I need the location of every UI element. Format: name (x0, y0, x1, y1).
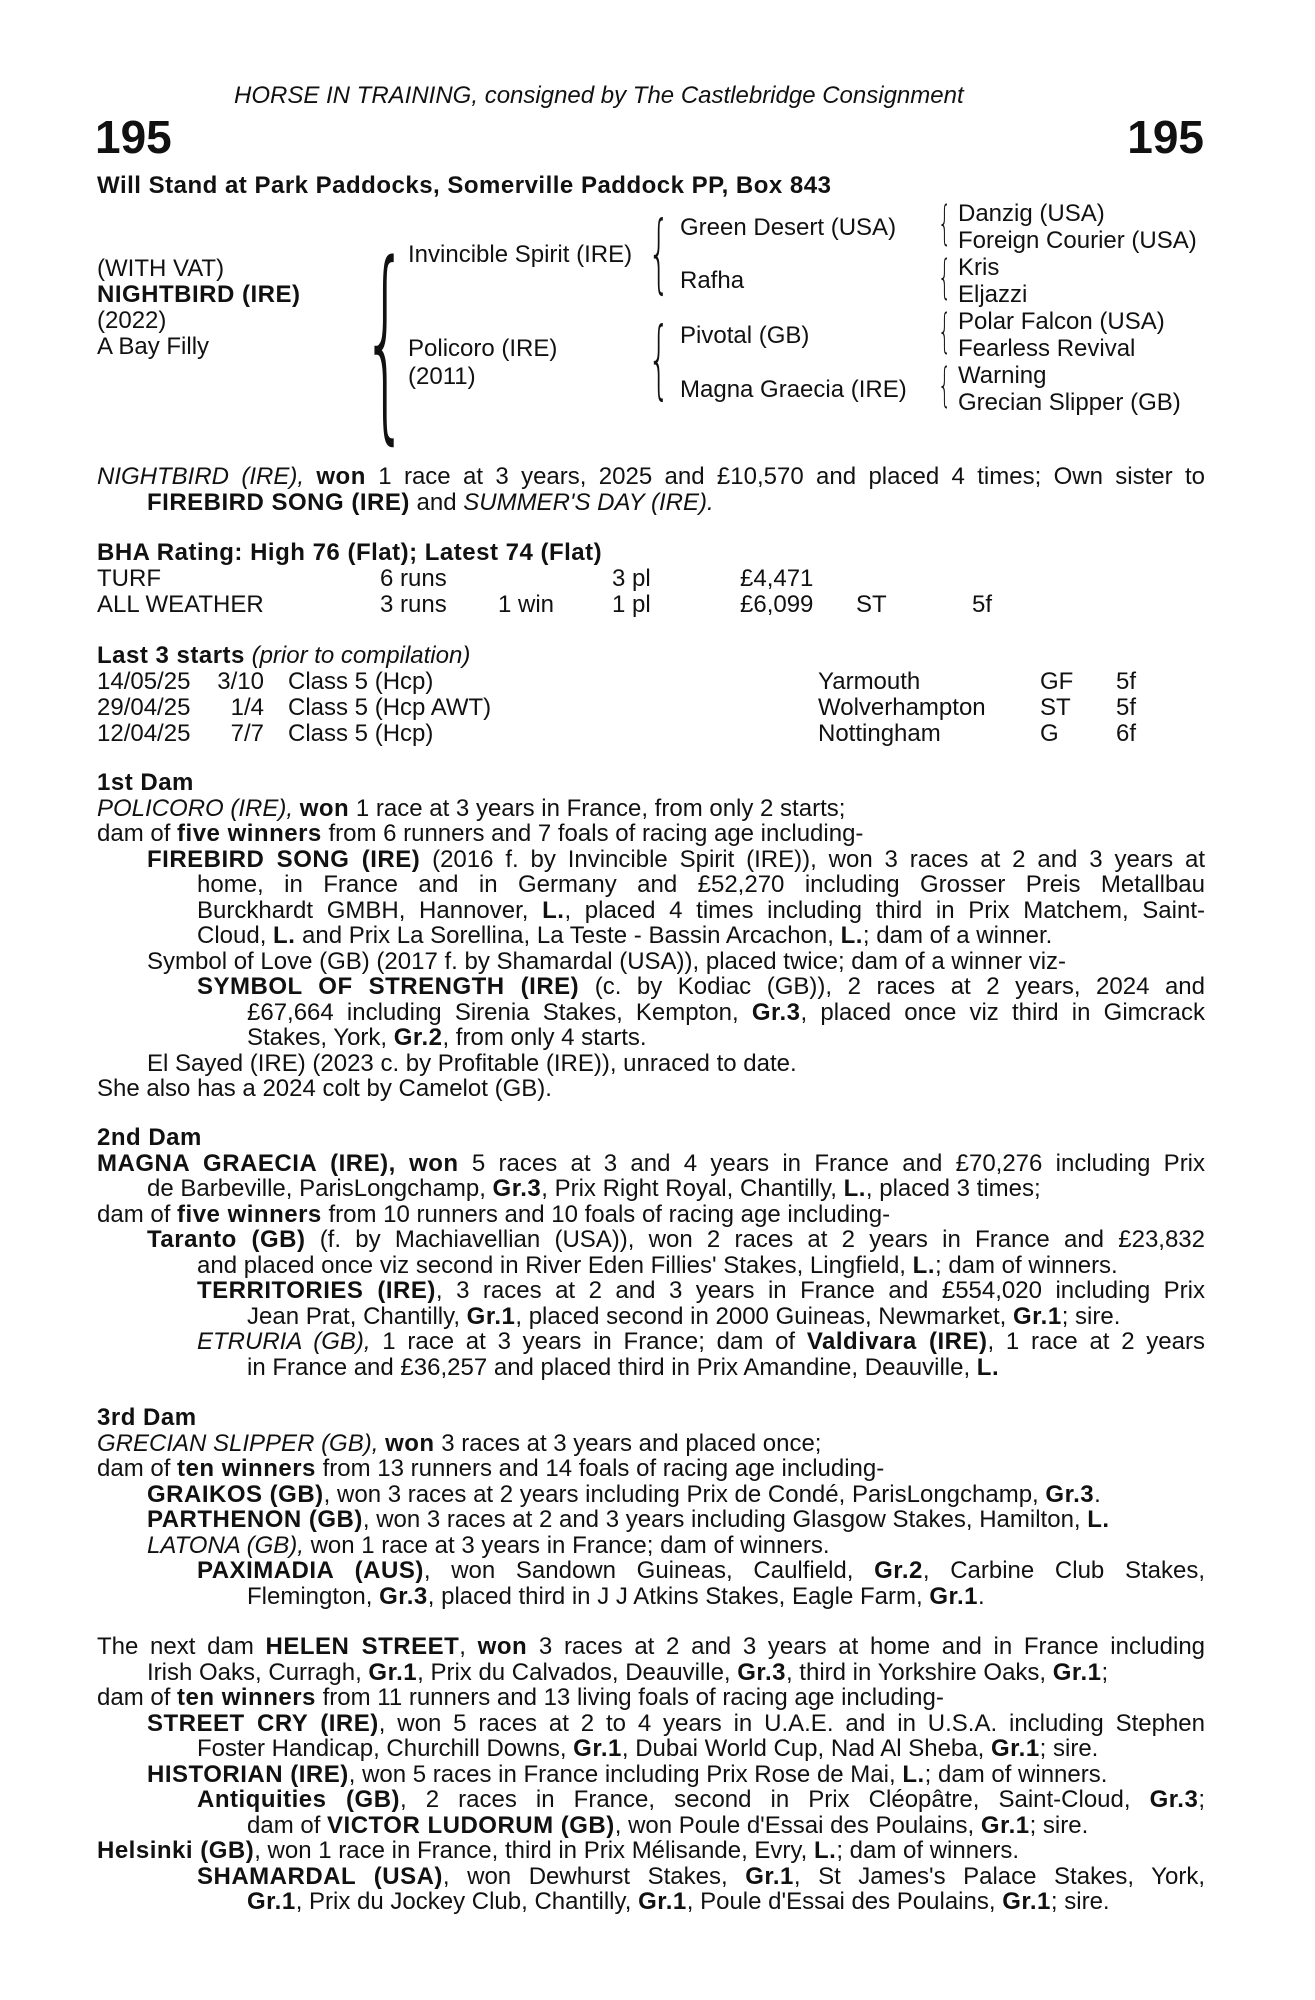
produce-detail: , won 3 races at 2 years including Prix de Condé, ParisLongchamp, (323, 1480, 1039, 1508)
group-label: Gr.3 (751, 998, 801, 1026)
produce-detail: , St James's Palace Stakes, York, (793, 1862, 1205, 1890)
rating-distance: 5f (972, 591, 993, 618)
produce-record: from 11 runners and 13 living foals of racing age including- (322, 1684, 944, 1711)
produce-graikos (97, 1482, 1205, 1508)
rating-going: ST (856, 591, 887, 618)
produce-line (147, 1711, 1205, 1737)
pedigree-gg-6: Fearless Revival (958, 335, 1136, 362)
produce-etruria (97, 1329, 1205, 1355)
dam-of-label: dam of (97, 1455, 171, 1482)
gg-brace-3: { (938, 304, 952, 358)
summary-line-1 (97, 464, 1205, 490)
produce-detail: , won Sandown Guineas, Caulfield, (423, 1557, 854, 1584)
produce-detail: , 2 races in France, second in Prix Cléopâtre, Saint-Cloud, (400, 1786, 1131, 1813)
group-label: Gr.1 (980, 1811, 1030, 1839)
produce-name: Antiquities (GB) (197, 1786, 401, 1813)
third-dam-line-2 (97, 1456, 1205, 1482)
dam-record: , Prix du Calvados, Deauville, (417, 1658, 731, 1686)
start-going: G (1040, 720, 1059, 747)
dam-record: , Prix Right Royal, Chantilly, (541, 1175, 837, 1202)
produce-detail: Stakes, York, (247, 1024, 388, 1051)
start-date: 29/04/25 (97, 694, 191, 721)
produce-detail: , Prix du Jockey Club, Chantilly, (295, 1888, 632, 1915)
dam-record: Irish Oaks, Curragh, (147, 1658, 362, 1686)
next-dam-line-1 (97, 1634, 1205, 1660)
produce-territories-cont (97, 1304, 1205, 1330)
winners-count: five winners (177, 820, 322, 847)
rating-surface: TURF (97, 565, 161, 592)
produce-name: VICTOR LUDORUM (GB) (327, 1811, 615, 1839)
produce-name: STREET CRY (IRE) (147, 1709, 379, 1737)
produce-detail: (f. by Machiavellian (USA)), won 2 races at 2 years in France and £23,832 (319, 1226, 1206, 1253)
produce-detail: , placed third in J J Atkins Stakes, Eagle Farm, (427, 1582, 923, 1610)
first-dam-line-1 (97, 796, 1205, 822)
lot-number-right: 195 (1127, 111, 1204, 163)
rating-placed: 3 pl (612, 565, 651, 592)
produce-line (247, 1025, 1205, 1051)
produce-el-sayed: El Sayed (IRE) (2023 c. by Profitable (IRE)), unraced to date. (147, 1049, 797, 1077)
summary-paragraph (97, 464, 1205, 515)
produce-street-cry-cont (97, 1736, 1205, 1762)
group-label: Gr.2 (393, 1024, 443, 1051)
produce-detail: home, in France and in Germany and £52,270 including Grosser Preis Metallbau (197, 871, 1205, 898)
pedigree-gg-2: Foreign Courier (USA) (958, 227, 1197, 254)
dam-of-label: dam of (97, 1200, 171, 1228)
produce-parthenon (97, 1507, 1205, 1533)
lot-number-left: 195 (95, 111, 172, 163)
won-label: won (385, 1429, 435, 1457)
dam-record: 1 race at 3 years in France, from only 2 starts; (355, 794, 846, 822)
rating-wins: 1 win (498, 591, 555, 618)
pedigree-dam-year: (2011) (408, 363, 476, 390)
produce-detail: . (1094, 1480, 1101, 1508)
produce-paximadia-cont (97, 1584, 1205, 1610)
produce-detail: ; dam of winners. (836, 1837, 1020, 1864)
summary-horse-name: NIGHTBIRD (IRE), (97, 463, 305, 490)
first-dam-section (97, 770, 1205, 1102)
dam-name: GRECIAN SLIPPER (GB), (97, 1429, 379, 1457)
produce-detail: , won 5 races in France including Prix Rose de Mai, (348, 1760, 896, 1788)
dam-of-label: dam of (247, 1811, 321, 1839)
pedigree-dam: Policoro (IRE) (408, 335, 558, 362)
horse-name: NIGHTBIRD (IRE) (97, 281, 301, 308)
pedigree-dam-dam: Magna Graecia (IRE) (680, 376, 907, 403)
produce-line (197, 1864, 1205, 1890)
group-label: Gr.1 (990, 1735, 1040, 1762)
start-course: Wolverhampton (818, 694, 986, 721)
rating-surface: ALL WEATHER (97, 591, 264, 618)
pedigree-dam-sire: Pivotal (GB) (680, 322, 810, 349)
start-class: Class 5 (Hcp) (288, 720, 434, 747)
dam-of-label: dam of (97, 1684, 171, 1711)
listed-label: L. (542, 896, 565, 924)
rating-prize: £4,471 (740, 565, 814, 592)
group-label: Gr.1 (573, 1735, 622, 1762)
winners-count: ten winners (177, 1455, 316, 1482)
starts-note: (prior to compilation) (251, 642, 471, 669)
listed-label: L. (902, 1760, 925, 1788)
sire-brace: { (648, 203, 670, 303)
produce-line (197, 1558, 1205, 1584)
summary-won: won (316, 463, 366, 490)
dam-name: POLICORO (IRE), (97, 794, 294, 822)
second-dam-heading: 2nd Dam (97, 1124, 202, 1151)
produce-detail: Flemington, (247, 1582, 373, 1610)
produce-detail: in France and £36,257 and placed third in Prix Amandine, Deauville, (247, 1353, 971, 1381)
produce-detail: , won 1 race in France, third in Prix Mélisande, Evry, (254, 1837, 808, 1864)
produce-detail: Jean Prat, Chantilly, (247, 1302, 460, 1330)
gg-brace-4: { (938, 358, 952, 412)
gg-brace-2: { (938, 250, 952, 304)
produce-detail: , Poule d'Essai des Poulains, (686, 1888, 996, 1915)
produce-detail: £67,664 including Sirenia Stakes, Kempton, (247, 998, 739, 1026)
group-label: Gr.3 (737, 1658, 786, 1686)
produce-name: Valdivara (IRE) (806, 1328, 988, 1355)
listed-label: L. (976, 1353, 1000, 1381)
group-label: Gr.1 (1002, 1888, 1051, 1915)
produce-line (147, 847, 1205, 873)
consignment-line: HORSE IN TRAINING, consigned by The Castlebridge Consignment (234, 82, 964, 109)
produce-name: ETRURIA (GB), (197, 1328, 371, 1355)
produce-shamardal (97, 1864, 1205, 1890)
next-dam-line-2 (97, 1660, 1205, 1686)
produce-detail: ; sire. (1039, 1735, 1099, 1762)
second-dam-line-1 (97, 1151, 1205, 1177)
pedigree-gg-7: Warning (958, 362, 1047, 389)
rating-runs: 3 runs (380, 591, 447, 618)
start-class: Class 5 (Hcp) (288, 668, 434, 695)
start-distance: 5f (1116, 694, 1137, 721)
dam-name: MAGNA GRAECIA (IRE), (97, 1149, 396, 1177)
produce-detail: Burckhardt GMBH, Hannover, (197, 896, 529, 924)
produce-line (197, 1278, 1205, 1304)
group-label: Gr.2 (874, 1557, 923, 1584)
group-label: Gr.3 (1045, 1480, 1095, 1508)
dam-record: de Barbeville, ParisLongchamp, (147, 1175, 486, 1202)
start-going: ST (1040, 694, 1071, 721)
produce-detail: , won 5 races at 2 to 4 years in U.A.E. and in U.S.A. including Stephen (378, 1709, 1205, 1737)
produce-detail: won 1 race at 3 years in France; dam of winners. (310, 1531, 830, 1559)
produce-line (197, 1329, 1205, 1355)
produce-detail: ; sire. (1050, 1888, 1110, 1915)
gg-brace-1: { (938, 196, 952, 250)
listed-label: L. (843, 1175, 866, 1202)
summary-record: 1 race at 3 years, 2025 and £10,570 and placed 4 times; Own sister to (378, 463, 1206, 490)
pedigree-gg-8: Grecian Slipper (GB) (958, 389, 1181, 416)
pedigree-sire: Invincible Spirit (IRE) (408, 241, 633, 268)
produce-detail: , won Poule d'Essai des Poulains, (614, 1811, 975, 1839)
pedigree-gg-1: Danzig (USA) (958, 200, 1105, 227)
group-label: Gr.1 (247, 1888, 296, 1915)
rating-title: BHA Rating: High 76 (Flat); Latest 74 (Flat) (97, 539, 603, 566)
listed-label: L. (1087, 1506, 1110, 1533)
produce-taranto-cont (97, 1253, 1205, 1279)
produce-street-cry (97, 1711, 1205, 1737)
second-dam-line-2 (97, 1176, 1205, 1202)
punctuation: ; (1198, 1786, 1205, 1813)
produce-firebird-song-cont (97, 872, 1205, 949)
won-label: won (477, 1633, 528, 1660)
dam-record: , placed 3 times; (865, 1175, 1041, 1202)
rating-runs: 6 runs (380, 565, 447, 592)
produce-name: SYMBOL OF STRENGTH (IRE) (197, 973, 580, 1000)
dam-of-label: dam of (97, 820, 171, 847)
produce-line (197, 974, 1205, 1000)
produce-detail: (c. by Kodiac (GB)), 2 races at 2 years, 2024 and (594, 973, 1206, 1000)
produce-name: TERRITORIES (IRE) (197, 1277, 436, 1304)
produce-record: from 13 runners and 14 foals of racing age including- (322, 1455, 885, 1482)
produce-name: PAXIMADIA (AUS) (197, 1557, 424, 1584)
next-dam-label: The next dam (97, 1633, 254, 1660)
produce-detail: ; sire. (1029, 1811, 1089, 1839)
produce-detail: , 3 races at 2 and 3 years in France and £554,020 including Prix (435, 1277, 1205, 1304)
produce-historian (97, 1762, 1205, 1788)
start-date: 12/04/25 (97, 720, 191, 747)
second-dam-section (97, 1125, 1205, 1380)
listed-label: L. (813, 1837, 837, 1864)
group-label: Gr.1 (1052, 1658, 1102, 1686)
produce-helsinki (97, 1838, 1205, 1864)
group-label: Gr.3 (379, 1582, 428, 1610)
produce-name: PARTHENON (GB) (147, 1506, 363, 1533)
pedigree-gg-4: Eljazzi (958, 281, 1028, 308)
rating-prize: £6,099 (740, 591, 814, 618)
pedigree-gg-5: Polar Falcon (USA) (958, 308, 1165, 335)
produce-detail: Cloud, (197, 922, 267, 949)
summary-sibling-2: SUMMER'S DAY (IRE). (463, 488, 714, 516)
start-distance: 6f (1116, 720, 1137, 747)
produce-name: FIREBIRD SONG (IRE) (147, 845, 421, 873)
rating-placed: 1 pl (612, 591, 651, 618)
group-label: Gr.1 (1013, 1302, 1062, 1330)
produce-name: SHAMARDAL (USA) (197, 1862, 443, 1890)
produce-territories (97, 1278, 1205, 1304)
summary-sibling-1: FIREBIRD SONG (IRE) (147, 488, 410, 516)
pedigree-gg-3: Kris (958, 254, 1000, 281)
third-dam-line-1 (97, 1431, 1205, 1457)
horse-description: A Bay Filly (97, 333, 210, 360)
produce-antiquities-cont (97, 1813, 1205, 1839)
won-label: won (299, 794, 350, 822)
produce-record: from 10 runners and 10 foals of racing age including- (328, 1200, 891, 1228)
produce-line (147, 1227, 1205, 1253)
produce-line (247, 1000, 1205, 1026)
produce-detail: . (978, 1582, 985, 1610)
punctuation: , (459, 1633, 466, 1660)
produce-name: Taranto (GB) (147, 1226, 306, 1253)
produce-detail: , placed second in 2000 Guineas, Newmarket, (515, 1302, 1007, 1330)
pedigree-sire-sire: Green Desert (USA) (680, 214, 897, 241)
produce-line (197, 1787, 1205, 1813)
winners-count: ten winners (177, 1684, 316, 1711)
start-course: Yarmouth (818, 668, 921, 695)
produce-name: LATONA (GB), (147, 1531, 304, 1559)
produce-detail: 1 race at 3 years in France; dam of (382, 1328, 796, 1355)
starts-heading (97, 643, 470, 669)
produce-detail: , from only 4 starts. (442, 1024, 647, 1051)
group-label: Gr.1 (745, 1862, 794, 1890)
produce-paximadia (97, 1558, 1205, 1584)
starts-title: Last 3 starts (97, 642, 245, 669)
group-label: Gr.1 (368, 1658, 418, 1686)
start-going: GF (1040, 668, 1074, 695)
produce-detail: ; sire. (1061, 1302, 1121, 1330)
produce-detail: , placed once viz third in Gimcrack (800, 998, 1205, 1026)
group-label: Gr.3 (1149, 1786, 1199, 1813)
produce-detail: ; dam of winners. (924, 1760, 1108, 1788)
won-label: won (409, 1149, 459, 1177)
listed-label: L. (912, 1251, 935, 1279)
dam-brace: { (648, 309, 670, 409)
produce-etruria-cont (97, 1355, 1205, 1381)
start-distance: 5f (1116, 668, 1137, 695)
start-class: Class 5 (Hcp AWT) (288, 694, 492, 721)
third-dam-section (97, 1405, 1205, 1609)
produce-detail: , Dubai World Cup, Nad Al Sheba, (621, 1735, 985, 1762)
horse-year: (2022) (97, 307, 167, 334)
next-dam-line-3 (97, 1685, 1205, 1711)
summary-and: and (416, 488, 457, 516)
third-dam-heading: 3rd Dam (97, 1404, 197, 1431)
produce-detail: ; dam of a winner. (862, 922, 1053, 949)
vat-label: (WITH VAT) (97, 255, 225, 282)
pedigree-sire-dam: Rafha (680, 267, 745, 294)
start-date: 14/05/25 (97, 668, 191, 695)
start-position: 7/7 (230, 720, 264, 747)
dam-record: 3 races at 3 years and placed once; (441, 1429, 822, 1457)
dam-record: 5 races at 3 and 4 years in France and £70,276 including Prix (471, 1149, 1206, 1177)
next-dam-section (97, 1634, 1205, 1915)
main-brace: { (362, 218, 409, 463)
produce-line (197, 923, 1205, 949)
produce-detail: and Prix La Sorellina, La Teste - Bassin Arcachon, (302, 922, 834, 949)
group-label: Gr.3 (492, 1175, 542, 1202)
second-dam-line-3 (97, 1202, 1205, 1228)
listed-label: L. (273, 922, 296, 949)
start-position: 3/10 (217, 668, 264, 695)
group-label: Gr.1 (929, 1582, 979, 1610)
first-dam-heading: 1st Dam (97, 769, 194, 796)
produce-detail: ; dam of winners. (934, 1251, 1118, 1279)
dam-name: HELEN STREET (265, 1633, 460, 1660)
produce-firebird-song (97, 847, 1205, 873)
produce-detail: Foster Handicap, Churchill Downs, (197, 1735, 567, 1762)
produce-symbol-of-love: Symbol of Love (GB) (2017 f. by Shamardal (USA)), placed twice; dam of a winner viz- (147, 947, 1067, 975)
start-position: 1/4 (230, 694, 264, 721)
produce-camelot-colt: She also has a 2024 colt by Camelot (GB). (97, 1075, 552, 1102)
winners-count: five winners (177, 1200, 322, 1228)
location-line: Will Stand at Park Paddocks, Somerville Paddock PP, Box 843 (97, 172, 832, 199)
punctuation: ; (1101, 1658, 1109, 1686)
group-label: Gr.1 (638, 1888, 687, 1915)
produce-detail: , won 3 races at 2 and 3 years including Glasgow Stakes, Hamilton, (362, 1506, 1081, 1533)
produce-detail: and placed once viz second in River Eden Fillies' Stakes, Lingfield, (197, 1251, 906, 1279)
produce-detail: , 1 race at 2 years (987, 1328, 1205, 1355)
dam-record: , third in Yorkshire Oaks, (785, 1658, 1047, 1686)
produce-name: Helsinki (GB) (97, 1837, 255, 1864)
produce-line (197, 898, 1205, 924)
first-dam-line-2 (97, 821, 1205, 847)
produce-record: from 6 runners and 7 foals of racing age including- (328, 820, 864, 847)
group-label: Gr.1 (466, 1302, 516, 1330)
produce-detail: (2016 f. by Invincible Spirit (IRE)), won 3 races at 2 and 3 years at (432, 845, 1206, 873)
produce-shamardal-cont (97, 1889, 1205, 1915)
dam-record: 3 races at 2 and 3 years at home and in France including (538, 1633, 1206, 1660)
produce-symbol-of-strength-cont (97, 1000, 1205, 1051)
start-course: Nottingham (818, 720, 941, 747)
produce-taranto (97, 1227, 1205, 1253)
produce-detail: , won Dewhurst Stakes, (442, 1862, 728, 1890)
produce-name: GRAIKOS (GB) (147, 1480, 324, 1508)
produce-latona (97, 1533, 1205, 1559)
produce-antiquities (97, 1787, 1205, 1813)
summary-line-2 (97, 490, 1205, 516)
produce-name: HISTORIAN (IRE) (147, 1760, 349, 1788)
produce-symbol-of-strength (97, 974, 1205, 1000)
listed-label: L. (840, 922, 863, 949)
produce-detail: , placed 4 times including third in Prix Matchem, Saint- (564, 896, 1205, 924)
produce-detail: , Carbine Club Stakes, (922, 1557, 1205, 1584)
